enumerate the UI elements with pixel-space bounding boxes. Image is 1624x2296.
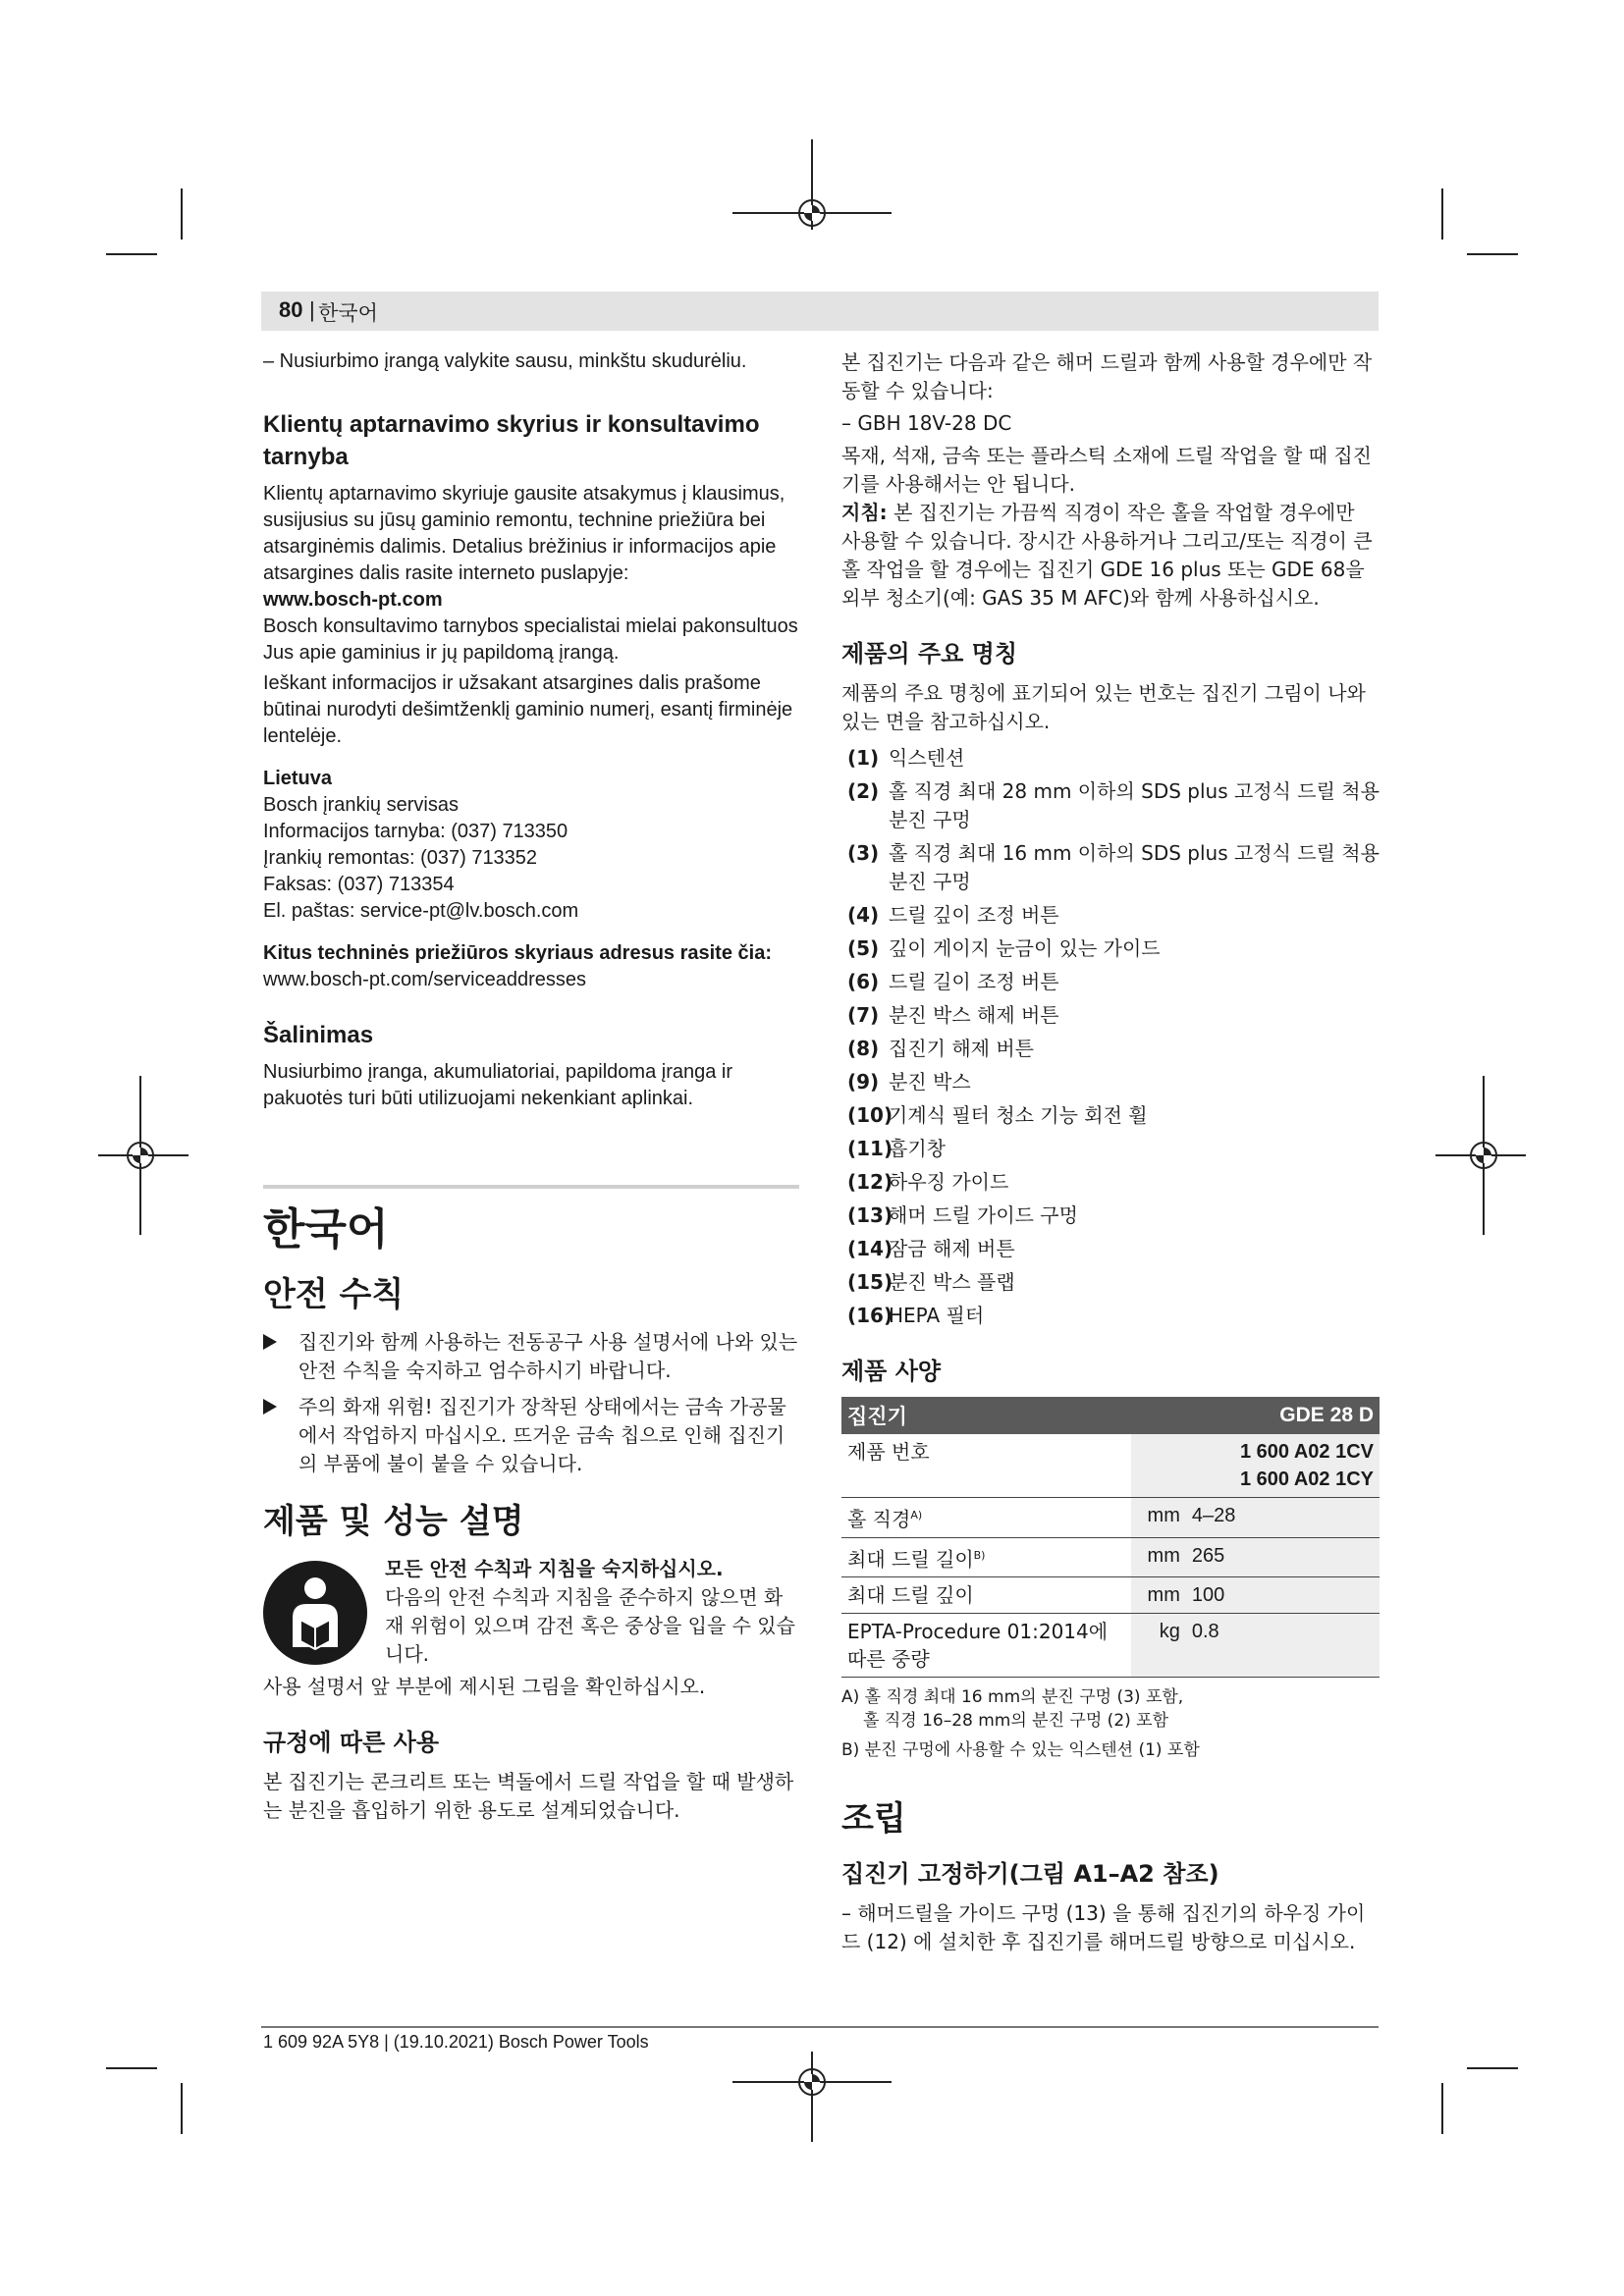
component-item — [841, 1235, 1380, 1263]
component-label: 잠금 해제 버튼 — [889, 1237, 1015, 1260]
row-value: 0.8 — [1186, 1614, 1380, 1678]
row-unit: mm — [1131, 1537, 1186, 1577]
component-item — [841, 1168, 1380, 1197]
component-item — [841, 777, 1380, 834]
assembly-heading: 조립 — [841, 1799, 906, 1840]
table-row — [841, 1577, 1380, 1614]
row-unit: kg — [1131, 1614, 1186, 1678]
row-label: 최대 드릴 길이$^{B)}$ — [841, 1537, 1131, 1577]
service-paragraph: Klientų aptarnavimo skyriuje gausite atsakymus į klausimus, susijusius su jūsų gaminio remontu, technine priežiūra bei atsarginėmis dalimis. Detalius brėžinius ir informacijos apie atsargines dalis rasite interneto puslapyje: — [263, 483, 785, 584]
note-paragraph — [841, 499, 1380, 613]
component-number: (11) — [847, 1137, 893, 1160]
component-item — [841, 968, 1380, 996]
table-row — [841, 1498, 1380, 1538]
registration-mark — [798, 199, 826, 227]
component-number: (9) — [847, 1070, 880, 1094]
page-footer: 1 609 92A 5Y8 | (19.10.2021) Bosch Power Tools — [263, 2032, 649, 2052]
component-item — [841, 1068, 1380, 1096]
component-item — [841, 901, 1380, 930]
crop-mark — [181, 2083, 183, 2134]
component-number: (15) — [847, 1270, 893, 1294]
disposal-text: Nusiurbimo įranga, akumuliatoriai, papildoma įranga ir pakuotės turi būti utilizuojami nekenkiant aplinkai. — [263, 1061, 733, 1109]
bullet-triangle-icon — [263, 1334, 277, 1350]
crop-mark — [106, 2067, 157, 2069]
crop-mark — [181, 188, 183, 240]
component-label: 깊이 게이지 눈금이 있는 가이드 — [889, 936, 1161, 960]
table-footnotes — [841, 1685, 1380, 1762]
table-col-model: GDE 28 D — [1186, 1397, 1380, 1434]
row-value — [1186, 1434, 1380, 1498]
header-separator: | — [309, 297, 315, 322]
component-number: (5) — [847, 936, 880, 960]
component-item — [841, 1035, 1380, 1063]
component-item — [841, 839, 1380, 896]
crop-mark — [1467, 2067, 1518, 2069]
crop-mark — [106, 253, 157, 255]
footer-divider — [261, 2026, 1379, 2028]
component-label: 기계식 필터 청소 기능 회전 휠 — [889, 1103, 1148, 1127]
component-number: (14) — [847, 1237, 893, 1260]
crop-mark — [1441, 2083, 1443, 2134]
component-item — [841, 1302, 1380, 1330]
table-row — [841, 1537, 1380, 1577]
row-value: 100 — [1186, 1577, 1380, 1614]
component-number: (7) — [847, 1003, 880, 1027]
contact-line: Bosch įrankių servisas — [263, 794, 459, 816]
component-item — [841, 1268, 1380, 1297]
row-value: 4–28 — [1186, 1498, 1380, 1538]
components-list — [841, 744, 1380, 1330]
table-header-row — [841, 1397, 1380, 1434]
specs-table — [841, 1397, 1380, 1678]
component-label: 분진 박스 플랩 — [889, 1270, 1015, 1294]
lietuva-heading: Lietuva — [263, 768, 333, 789]
crop-mark — [811, 2052, 813, 2142]
components-intro: 제품의 주요 명칭에 표기되어 있는 번호는 집진기 그림이 나와있는 면을 참고하십시오. — [841, 681, 1366, 733]
component-label: 드릴 길이 조정 버튼 — [889, 970, 1059, 993]
cleaning-instruction: – Nusiurbimo įrangą valykite sausu, minkštu skudurėliu. — [263, 350, 747, 372]
component-label: 홀 직경 최대 16 mm 이하의 SDS plus 고정식 드릴 척용 분진 구멍 — [889, 841, 1380, 893]
page-header — [261, 292, 1379, 331]
service-heading: Klientų aptarnavimo skyrius ir konsultavimo tarnyba — [263, 411, 760, 470]
row-label: EPTA-Procedure 01:2014에 따른 중량 — [841, 1614, 1131, 1678]
component-item — [841, 1201, 1380, 1230]
note-label: 지침: — [841, 501, 888, 524]
bullet-triangle-icon — [263, 1399, 277, 1415]
row-unit: mm — [1131, 1498, 1186, 1538]
part-number: 1 600 A02 1CV — [1239, 1441, 1374, 1463]
contact-line: El. paštas: service-pt@lv.bosch.com — [263, 900, 579, 922]
safety-item — [263, 1328, 799, 1385]
component-number: (13) — [847, 1203, 893, 1227]
warning-text: 다음의 안전 수칙과 지침을 준수하지 않으면 화재 위험이 있으며 감전 혹은 중상을 입을 수 있습니다. — [385, 1585, 795, 1666]
registration-mark — [798, 2068, 826, 2096]
right-column — [841, 348, 1380, 1956]
row-label: 제품 번호 — [841, 1434, 1131, 1498]
service-paragraph: Ieškant informacijos ir užsakant atsargines dalis prašome būtinai nurodyti dešimtženklį gaminio numerį, esantį firminėje lentelėje. — [263, 672, 793, 747]
note-text: 본 집진기는 가끔씩 직경이 작은 홀을 작업할 경우에만 사용할 수 있습니다. 장시간 사용하거나 그리고/또는 직경이 큰 홀 작업을 할 경우에는 집진기 GDE 16 plus 또는 GDE 68을 외부 청소기(예: GAS 35 M AFC)와 함께 사용하십시오. — [841, 501, 1373, 610]
component-number: (2) — [847, 779, 880, 803]
compatibility-text: 본 집진기는 다음과 같은 해머 드릴과 함께 사용할 경우에만 작동할 수 있습니다: — [841, 350, 1373, 402]
addresses-heading: Kitus techninės priežiūros skyriaus adresus rasite čia: — [263, 942, 772, 964]
component-label: 분진 박스 — [889, 1070, 971, 1094]
component-item — [841, 744, 1380, 773]
component-item — [841, 1101, 1380, 1130]
component-label: 해머 드릴 가이드 구멍 — [889, 1203, 1078, 1227]
row-label: 홀 직경$^{A)}$ — [841, 1498, 1131, 1538]
language-title: 한국어 — [263, 1204, 389, 1255]
component-label: 분진 박스 해제 버튼 — [889, 1003, 1059, 1027]
disposal-heading: Šalinimas — [263, 1022, 374, 1048]
row-label: 최대 드릴 깊이 — [841, 1577, 1131, 1614]
component-item — [841, 1135, 1380, 1163]
component-item — [841, 934, 1380, 963]
row-value: 265 — [1186, 1537, 1380, 1577]
component-label: 익스텐션 — [889, 746, 965, 770]
footnote-a-cont: 홀 직경 16–28 mm의 분진 구멍 (2) 포함 — [863, 1711, 1169, 1732]
crop-mark — [1441, 188, 1443, 240]
safety-item-text: 주의 화재 위험! 집진기가 장착된 상태에서는 금속 가공물에서 작업하지 마십시오. 뜨거운 금속 칩으로 인해 집진기의 부품에 불이 붙을 수 있습니다. — [298, 1395, 786, 1475]
footnote-b: B) 분진 구멍에 사용할 수 있는 익스텐션 (1) 포함 — [841, 1740, 1200, 1761]
table-row — [841, 1434, 1380, 1498]
component-number: (12) — [847, 1170, 893, 1194]
crop-mark — [1467, 253, 1518, 255]
component-number: (10) — [847, 1103, 893, 1127]
safety-item-text: 집진기와 함께 사용하는 전동공구 사용 설명서에 나와 있는 안전 수칙을 숙지하고 엄수하시기 바랍니다. — [298, 1330, 798, 1382]
read-instructions-warning — [263, 1555, 799, 1673]
contact-line: Informacijos tarnyba: (037) 713350 — [263, 821, 568, 842]
row-unit — [1131, 1434, 1186, 1498]
intended-use-heading: 규정에 따른 사용 — [263, 1729, 439, 1756]
footnote-a: A) 홀 직경 최대 16 mm의 분진 구멍 (3) 포함, — [841, 1687, 1184, 1708]
safety-heading: 안전 수칙 — [263, 1275, 405, 1314]
registration-mark — [127, 1142, 154, 1169]
page-number: 80 — [279, 297, 303, 322]
warning-bold: 모든 안전 수칙과 지침을 숙지하십시오. — [385, 1557, 724, 1580]
intended-use-text: 본 집진기는 콘크리트 또는 벽돌에서 드릴 작업을 할 때 발생하는 분진을 흡입하기 위한 용도로 설계되었습니다. — [263, 1770, 794, 1822]
component-item — [841, 1001, 1380, 1030]
safety-item — [263, 1393, 799, 1478]
service-url: www.bosch-pt.com — [263, 589, 443, 611]
component-label: 홀 직경 최대 28 mm 이하의 SDS plus 고정식 드릴 척용 분진 구멍 — [889, 779, 1380, 831]
table-row — [841, 1614, 1380, 1678]
component-number: (3) — [847, 841, 880, 865]
component-label: HEPA 필터 — [889, 1304, 985, 1327]
contact-line: Įrankių remontas: (037) 713352 — [263, 847, 538, 869]
component-number: (16) — [847, 1304, 893, 1327]
component-label: 드릴 깊이 조정 버튼 — [889, 903, 1059, 927]
row-unit: mm — [1131, 1577, 1186, 1614]
left-column — [263, 348, 799, 1825]
specs-heading: 제품 사양 — [841, 1358, 942, 1385]
figure-note: 사용 설명서 앞 부분에 제시된 그림을 확인하십시오. — [263, 1675, 706, 1698]
product-heading: 제품 및 성능 설명 — [263, 1502, 524, 1541]
contact-line: Faksas: (037) 713354 — [263, 874, 455, 895]
component-label: 흡기창 — [889, 1137, 946, 1160]
component-number: (1) — [847, 746, 880, 770]
read-manual-icon — [263, 1561, 367, 1665]
section-divider — [263, 1185, 799, 1189]
component-label: 집진기 해제 버튼 — [889, 1037, 1034, 1060]
header-language: 한국어 — [318, 301, 378, 325]
service-paragraph: Bosch konsultavimo tarnybos specialistai mielai pakonsultuos Jus apie gaminius ir jų papildomą įrangą. — [263, 615, 798, 664]
component-label: 하우징 가이드 — [889, 1170, 1009, 1194]
component-number: (8) — [847, 1037, 880, 1060]
component-number: (4) — [847, 903, 880, 927]
compatible-model: – GBH 18V-28 DC — [841, 411, 1012, 435]
table-col-label: 집진기 — [841, 1397, 1186, 1434]
registration-mark — [1470, 1142, 1497, 1169]
part-number: 1 600 A02 1CY — [1239, 1468, 1374, 1490]
footnote-ref: B) — [973, 1548, 986, 1562]
addresses-url: www.bosch-pt.com/serviceaddresses — [263, 969, 587, 990]
restriction-text: 목재, 석재, 금속 또는 플라스틱 소재에 드릴 작업을 할 때 집진기를 사용해서는 안 됩니다. — [841, 444, 1372, 496]
component-number: (6) — [847, 970, 880, 993]
footnote-ref: A) — [910, 1509, 923, 1522]
components-heading: 제품의 주요 명칭 — [841, 640, 1017, 667]
mount-text: – 해머드릴을 가이드 구멍 (13) 을 통해 집진기의 하우징 가이드 (12) 에 설치한 후 집진기를 해머드릴 방향으로 미십시오. — [841, 1901, 1366, 1954]
mount-heading: 집진기 고정하기(그림 A1–A2 참조) — [841, 1860, 1219, 1889]
